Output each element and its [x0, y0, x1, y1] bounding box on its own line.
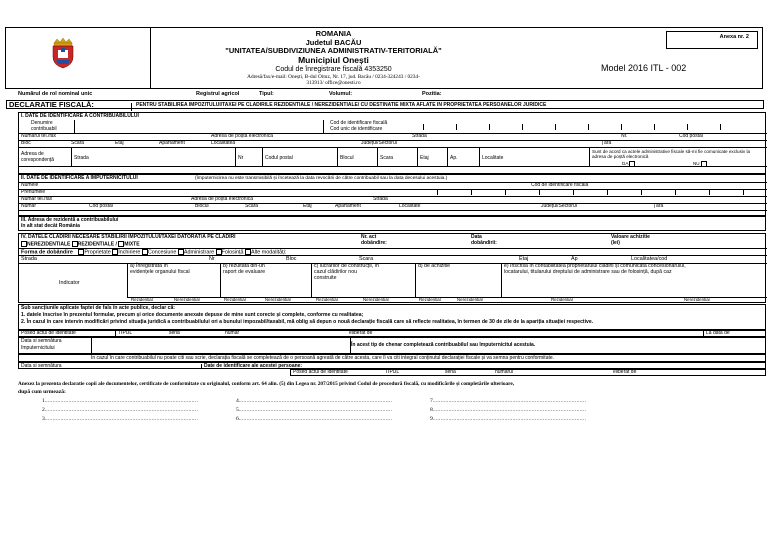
section-2-note: (împuternicirea nu este transmisibilă și încetează la data revocării de către contribuabil sau la data decesului acestuia.): [195, 176, 448, 181]
etaj-label: Etaj: [115, 139, 124, 146]
section-1-title: I. DATE DE IDENTIFICARE A CONTRIBUABILULUI: [21, 113, 139, 119]
numele-label: Numele: [21, 182, 39, 188]
corresp-ap: Ap.: [447, 148, 460, 166]
section-1: [18, 112, 766, 174]
cif-field[interactable]: [409, 121, 739, 133]
s2-etaj-label: Etaj: [303, 202, 312, 209]
col-c: c) lucrărilor de construcții, în cazul clădirilor nou construite: [311, 263, 415, 297]
s2-bloc-label: Blocul: [195, 202, 209, 209]
corresp-localitate: Localitate: [479, 148, 505, 166]
denumire-label: Denumire: [31, 120, 53, 126]
address-line-2: 313913/ office@onesti.ro: [306, 79, 361, 86]
scara-label: Scara: [71, 139, 85, 146]
municipality-crest-icon: [50, 37, 76, 69]
corresp-scara: Scara: [377, 148, 395, 166]
consent-da-label: DA: [622, 160, 629, 166]
s4-bloc-label: Bloc: [286, 256, 297, 262]
annex-item-1[interactable]: 1................................................................................................: [42, 398, 199, 404]
signature-field[interactable]: [91, 338, 351, 354]
section-3-title-2: în alt stat decât România: [21, 223, 80, 229]
s2-apartament-label: Apartament: [335, 202, 361, 209]
valoare-label: Valoare achizitie: [611, 234, 650, 240]
annex-box: Anexa nr. 2: [666, 31, 758, 49]
register-volume-label: Volumul:: [329, 91, 353, 97]
building-type-options: NEREZIDENTIALE REZIDENTIALE / MIXTE: [21, 241, 140, 248]
data-dobandirii-label-2: dobândirii:: [471, 240, 497, 246]
data-dobandirii-label: Data: [471, 234, 482, 240]
corresp-label-2: corespondență: [21, 157, 55, 163]
col-d: d) de achizitie: [415, 263, 501, 297]
annex-item-2[interactable]: 2................................................................................................: [42, 407, 199, 413]
agri-register-label: Registrul agricol: [196, 91, 240, 97]
bloc-label: Bloc: [21, 139, 31, 146]
country-label: ROMANIA: [315, 29, 352, 38]
judet-label: Județul/Sectorul: [361, 139, 397, 146]
declaration-title: DECLARATIE FISCALĂ:: [9, 100, 94, 109]
register-type-label: Tipul:: [259, 91, 274, 97]
nr-label: Nr.: [621, 133, 628, 139]
annex-item-9[interactable]: 9................................................................................................: [430, 416, 587, 422]
s4-localitatea-label: Localitatea/cod: [631, 256, 668, 262]
fiscal-code-label: Codul de înregistrare fiscală 4353250: [275, 65, 392, 73]
consent-nu-label: NU: [692, 160, 700, 166]
corresp-bloc: Blocul: [337, 148, 356, 166]
sanctions-line-1: Sub sancțiunile aplicate faptei de fals în acte publice, declar că:: [21, 305, 175, 311]
corresp-postal: Codul postal: [262, 148, 295, 166]
corresp-label-1: Adresa de: [21, 151, 44, 157]
contribuabil-label: contribuabil: [31, 126, 57, 132]
corresp-etaj: Etaj: [417, 148, 431, 166]
section-3: [18, 216, 766, 231]
annex-item-7[interactable]: 7................................................................................................: [430, 398, 587, 404]
section-4-title: IV. DATELE CLĂDIRII NECESARE STABILIRII IMPOZITULUI/TAXEI DATORAT/Ă PE CLĂDIRI: [21, 234, 236, 240]
declaration-subtitle: PENTRU STABILIREA IMPOZITULUI/TAXEI PE CLADIRILE REZIDENTIALE / NEREZIDENTIALE/ CU DESTINATIE MIXTA AFLATE IN PROPRIETATEA PERSOANELOR JURIDICE: [131, 103, 546, 111]
id-row: Posed actul de identitate TIPUL seria număr eliberat de La data de: [18, 330, 766, 337]
nominal-roll-label: Numărul de rol nominal unic: [18, 91, 93, 97]
valoare-lei-label: (lei): [611, 240, 620, 246]
section-2-title: II. DATE DE IDENTIFICARE A ÎMPUTERNICITULUI: [21, 175, 138, 181]
col-a: a) Înregistrată în evidențele organului fiscal: [127, 263, 220, 297]
sanctions-block: [18, 304, 766, 330]
crest-cell: [6, 28, 151, 89]
annex-item-3[interactable]: 3................................................................................................: [42, 416, 199, 422]
model-label: Model 2016 ITL - 002: [601, 63, 687, 73]
annex-item-6[interactable]: 6................................................................................................: [236, 416, 393, 422]
s4-ap-label: Ap: [571, 256, 578, 262]
sanctions-line-3: 2. În cazul în care intervin modificări privind situația juridică a contribuabilului ori a bunului impozabil/taxabil, mă oblig să depun o nouă declarație fiscală care să reflecte realitatea, în termen de 30 de zile de la apariția situației respective.: [21, 318, 594, 325]
title-row: [6, 100, 764, 109]
third-party-id-row: Posed actul de identitate TIPUL seria numărul eliberat de: [290, 369, 766, 376]
address-line-1: Adresă/fax/e-mail: Onești, B-dul Oituz, Nr. 17, jud. Bacău / 0234-324243 / 0234-: [247, 73, 420, 80]
s2-scara-label: Scara: [245, 202, 259, 209]
s2-localitate-label: Localitate: [399, 202, 421, 209]
s4-nr-label: Nr: [209, 256, 215, 262]
cui-label: Cod unic de identificare: [330, 126, 383, 132]
strada-label: Strada: [412, 133, 427, 139]
postal-label: Cod postal: [679, 133, 703, 139]
act-dobandire-label: dobândire:: [361, 240, 387, 246]
annex-item-5[interactable]: 5................................................................................................: [236, 407, 393, 413]
cannot-sign-row: În cazul în care contribuabilul nu poate citi sau scrie, declarația fiscală se completează de o persoană agreată de către acesta, care îi va citi integral conținutul declarației fiscale și va semna pentru conformitate.: [18, 354, 766, 362]
register-position-label: Pozitia:: [422, 91, 442, 97]
annex-intro: Anexez la prezenta declaratie copii ale documentelor, certificate de conformitate cu originalul, conform art. 64 alin. (5) din Legea nr. 207/2015 privind Codul de procedură fiscală, cu modificările și completările ulterioare, după cum urmează:: [18, 381, 515, 396]
s4-etaj-label: Etaj: [519, 256, 529, 262]
section-2: [18, 174, 766, 216]
s2-cif-label: Cod de identificare fiscală: [531, 182, 589, 188]
s4-scara-label: Scara: [359, 256, 374, 262]
third-party-row: Data si semnătura Date de identificare ale acestei persoane:: [18, 362, 766, 369]
sanctions-line-2: 1. datele înscrise în prezentul formular, precum și orice documente anexate depuse de mine sunt corecte și complete, conforme cu realitatea;: [21, 311, 364, 318]
s2-tel-label: Număr tel./fax: [21, 195, 53, 202]
model-cell: [516, 28, 763, 89]
authority-block: [151, 30, 516, 86]
s2-postal-label: Cod postal: [89, 202, 113, 209]
s2-email-label: Adresa de poștă electronică: [191, 195, 253, 202]
section-3-title-1: III. Adresa de rezidentă a contribuabilului: [21, 217, 119, 223]
indicator-label: Indicator: [59, 280, 80, 286]
s4-strada-label: Strada: [21, 256, 37, 262]
corresp-strada: Strada: [71, 148, 89, 166]
rez-nerez-subheader: Rezidential Nerezidential Rezidential Nerezidential Rezidential Nerezidential Rezidential Nerezidential Rezidential Nerezidential: [131, 297, 710, 302]
signature-row: Data si semnătura împuternicitului În acest tip de chenar completează contribuabilul sau împuternicitul acestuia.: [18, 337, 766, 354]
email-consent-block: Sunt de acord ca actele administrative fiscale să-mi fie comunicate exclusiv la adresa de poștă electronică DA NU: [589, 148, 767, 166]
email-label: Adresa de poștă electronică: [211, 133, 273, 139]
col-e: e) înscrisă în contabilitatea proprietarului clădirii și comunicată concesionarului, locatarului, titularului dreptului de administrare sau de folosință, după caz: [501, 263, 767, 297]
s2-numar-label: Număr: [21, 202, 37, 209]
annex-item-8[interactable]: 8................................................................................................: [430, 407, 587, 413]
county-label: Judetul BACĂU: [305, 37, 362, 47]
s2-tara-label: Țara: [653, 202, 664, 209]
localitatea-label: Localitatea: [211, 139, 236, 146]
col-b: b) rezultată din-un raport de evaluare: [220, 263, 311, 297]
s2-cif-field[interactable]: [419, 189, 759, 196]
stamp-note: În acest tip de chenar completează contribuabilul sau împuternicitul acestuia.: [351, 342, 536, 348]
s2-judet-label: Județul/Sectorul: [541, 202, 577, 209]
act-nr-label: Nr. act: [361, 234, 377, 240]
prenumele-label: Prenumele: [21, 189, 46, 195]
corresp-nr: Nr: [235, 148, 245, 166]
municipality-label: Municipiul Onești: [298, 54, 369, 65]
header-box: [5, 27, 763, 89]
denumire-field[interactable]: [74, 120, 324, 133]
annex-item-4[interactable]: 4................................................................................................: [236, 398, 393, 404]
section-4: [18, 233, 766, 303]
uat-label: "UNITATEA/SUBDIVIZIUNEA ADMINISTRATIV-TERITORIALĂ": [225, 46, 442, 56]
tara-label: Țara: [601, 139, 612, 146]
tel-label: Numărul tel./fax: [21, 133, 57, 139]
cif-label: Cod de identificare fiscală: [330, 120, 388, 126]
acquisition-form-row: Forma de dobândire Proprietate Închiriere Concesiune Administrare Folosință Alte modalități:: [21, 248, 287, 255]
s2-strada-label: Strada: [373, 195, 388, 202]
apartament-label: Apartament: [159, 139, 185, 146]
